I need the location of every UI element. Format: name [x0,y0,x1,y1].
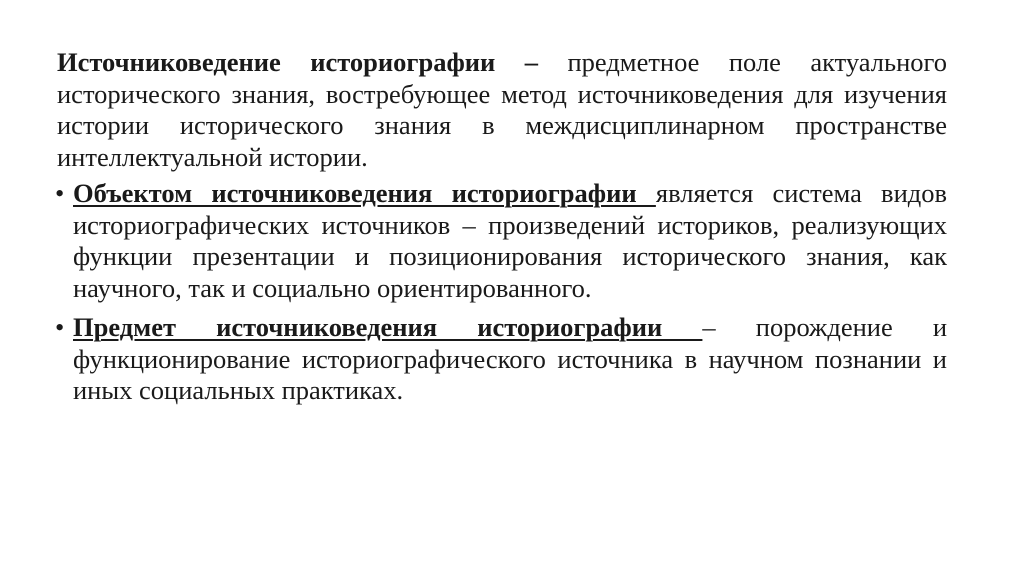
bullet-object-text: является система видов историографических источников – произведений историков, реализующих функции презентации и позиционирования исторического знания, как научного, так и социально ориентированного. [73,178,947,303]
bullet-subject-text: – порождение и функционирование историографического источника в научном познании и иных социальных практиках. [73,312,947,405]
bullet-marker: • [55,312,65,342]
bullet-object [57,178,947,304]
definition-text: предметное поле актуального исторического знания, востребующее метод источниковедения для изучения истории исторического знания в междисциплинарном пространстве интеллектуальной истории. [57,47,948,172]
slide-content [57,47,947,407]
definition-term: Источниковедение историографии – [57,47,539,77]
bullet-marker: • [55,178,65,208]
bullet-subject-term: Предмет источниковедения историографии [73,312,703,342]
definition-paragraph [57,47,947,173]
bullet-object-term: Объектом источниковедения историографии [73,178,656,208]
bullet-subject [57,312,947,407]
